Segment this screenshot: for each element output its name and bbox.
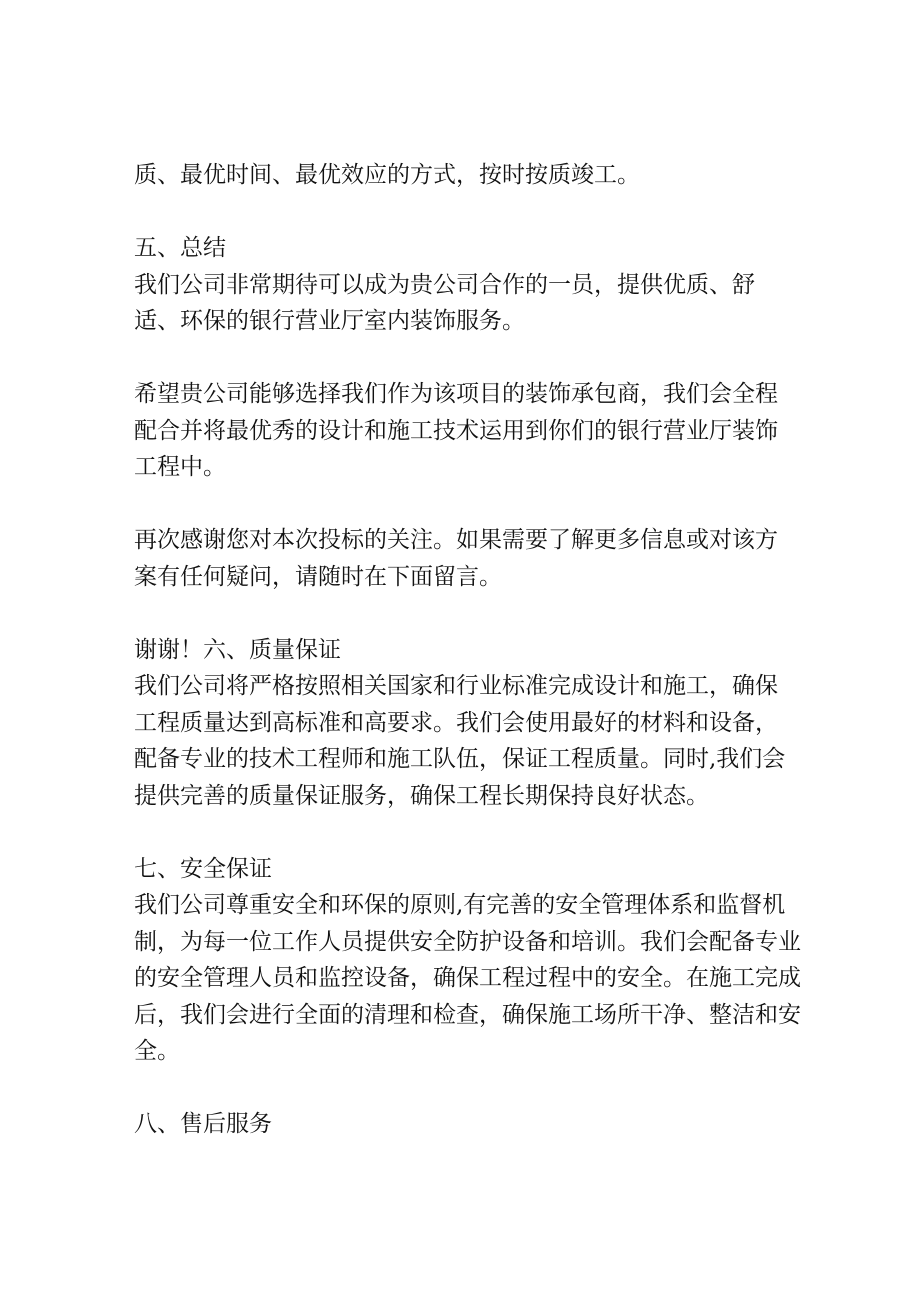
text-line: 希望贵公司能够选择我们作为该项目的装饰承包商，我们会全程	[134, 381, 778, 407]
text-line: 配备专业的技术工程师和施工队伍，保证工程质量。同时,我们会	[134, 746, 786, 772]
text-line: 再次感谢您对本次投标的关注。如果需要了解更多信息或对该方	[134, 527, 778, 553]
text-line: 后，我们会进行全面的清理和检查，确保施工场所干净、整洁和安	[134, 1001, 801, 1028]
text-line: 全。	[134, 1038, 180, 1064]
paragraph-gap	[134, 486, 804, 523]
section-heading-summary: 五、总结	[134, 235, 226, 261]
text-line: 我们公司尊重安全和环保的原则,有完善的安全管理体系和监督机	[134, 892, 786, 918]
document-page	[134, 157, 804, 1143]
paragraph-gap	[134, 194, 804, 231]
paragraph-gap	[134, 814, 804, 851]
text-line: 工程中。	[134, 454, 226, 480]
text-line: 的安全管理人员和监控设备，确保工程过程中的安全。在施工完成	[134, 965, 801, 991]
paragraph-gap	[134, 1070, 804, 1107]
text-line: 提供完善的质量保证服务，确保工程长期保持良好状态。	[134, 782, 709, 809]
section-heading-safety: 七、安全保证	[134, 855, 272, 882]
text-line: 质、最优时间、最优效应的方式，按时按质竣工。	[134, 162, 640, 188]
paragraph-gap	[134, 340, 804, 377]
section-heading-after-sales: 八、售后服务	[134, 1111, 272, 1137]
text-line: 案有任何疑问，请随时在下面留言。	[134, 563, 502, 590]
text-line: 我们公司将严格按照相关国家和行业标准完成设计和施工，确保	[134, 673, 778, 699]
text-line: 制，为每一位工作人员提供安全防护设备和培训。我们会配备专业	[134, 928, 801, 955]
text-line: 适、环保的银行营业厅室内装饰服务。	[134, 308, 525, 334]
text-line: 我们公司非常期待可以成为贵公司合作的一员，提供优质、舒	[134, 271, 755, 298]
section-heading-quality: 谢谢！六、质量保证	[134, 636, 341, 663]
paragraph-gap	[134, 595, 804, 632]
text-line: 工程质量达到高标准和高要求。我们会使用最好的材料和设备，	[134, 709, 778, 736]
text-line: 配合并将最优秀的设计和施工技术运用到你们的银行营业厅装饰	[134, 417, 778, 444]
